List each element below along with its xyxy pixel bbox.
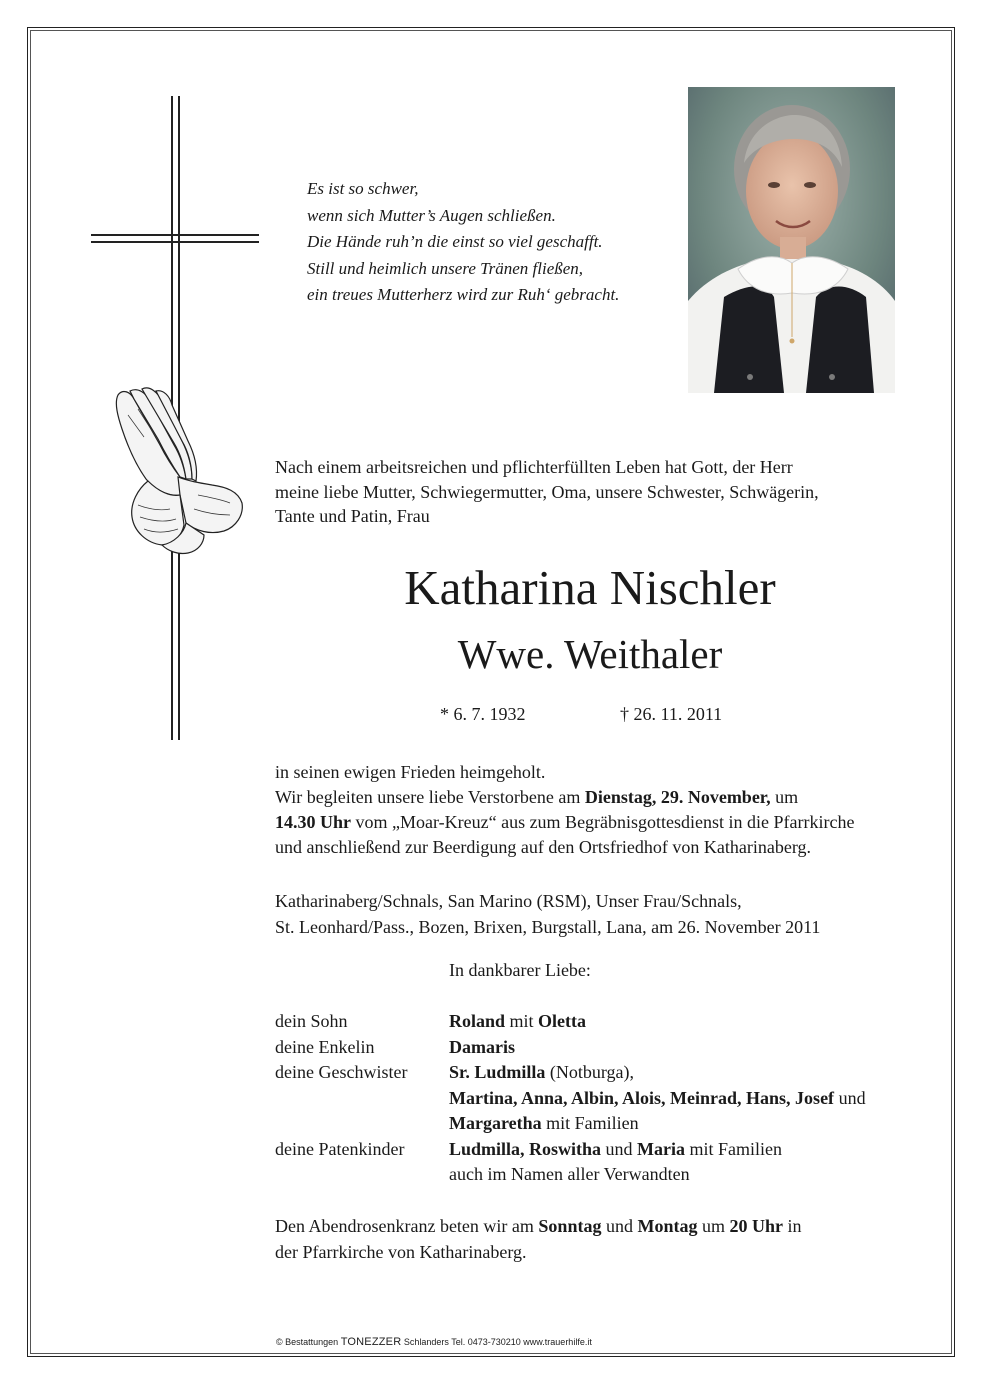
poem [307,176,667,309]
intro-text [275,455,915,529]
poem-line: ein treues Mutterherz wird zur Ruh‘ gebracht. [307,285,620,304]
intro-line: meine liebe Mutter, Schwiegermutter, Oma, unsere Schwester, Schwägerin, [275,481,819,502]
relative-row-siblings-cont: Martina, Anna, Albin, Alois, Meinrad, Hans, Josef und [449,1087,866,1108]
deceased-subname: Wwe. Weithaler [457,631,723,677]
death-date: † 26. 11. 2011 [620,704,723,724]
rosary-notice [275,1214,925,1265]
body-line: und anschließend zur Beerdigung auf den Ortsfriedhof von Katharinaberg. [275,837,811,857]
praying-hands-icon [108,385,244,557]
intro-line: Tante und Patin, Frau [275,506,430,526]
relative-row-godchildren: deine Patenkinder Ludmilla, Roswitha und Maria mit Familien [275,1138,783,1159]
places-line: St. Leonhard/Pass., Bozen, Brixen, Burgstall, Lana, am 26. November 2011 [275,917,821,937]
funeral-details [275,760,915,860]
places-line: Katharinaberg/Schnals, San Marino (RSM), Unser Frau/Schnals, [275,891,742,911]
body-line: Wir begleiten unsere liebe Verstorbene am Dienstag, 29. November, um [275,787,799,807]
closing-line: Den Abendrosenkranz beten wir am Sonntag und Montag um 20 Uhr in [275,1216,802,1236]
relatives-list [275,1009,925,1188]
places-date [275,888,915,940]
deceased-name: Katharina Nischler [404,560,776,615]
poem-line: Es ist so schwer, [307,179,419,198]
body-line: in seinen ewigen Frieden heimgeholt. [275,762,546,782]
poem-line: wenn sich Mutter’s Augen schließen. [307,205,556,225]
poem-line: Still und heimlich unsere Tränen fließen, [307,258,584,278]
closing-line: der Pfarrkirche von Katharinaberg. [275,1241,527,1262]
relative-row-son: dein Sohn Roland mit Oletta [275,1011,587,1031]
intro-line: Nach einem arbeitsreichen und pflichterfüllten Leben hat Gott, der Herr [275,457,793,477]
body-line: 14.30 Uhr vom „Moar-Kreuz“ aus zum Begräbnisgottesdienst in die Pfarrkirche [275,812,855,832]
poem-line: Die Hände ruh’n die einst so viel geschafft. [307,232,603,251]
relative-row-all: auch im Namen aller Verwandten [449,1164,690,1184]
relative-row-grandchild: deine Enkelin Damaris [275,1036,515,1057]
birth-date: * 6. 7. 1932 [440,704,526,724]
relative-row-siblings: deine Geschwister Sr. Ludmilla (Notburga), [275,1062,635,1082]
portrait-photo [688,87,895,393]
footer-credit: © Bestattungen TONEZZER Schlanders Tel. 0473-730210 www.trauerhilfe.it [276,1336,592,1348]
thanks-line: In dankbarer Liebe: [449,960,591,980]
relative-row-siblings-cont: Margaretha mit Familien [449,1113,639,1133]
